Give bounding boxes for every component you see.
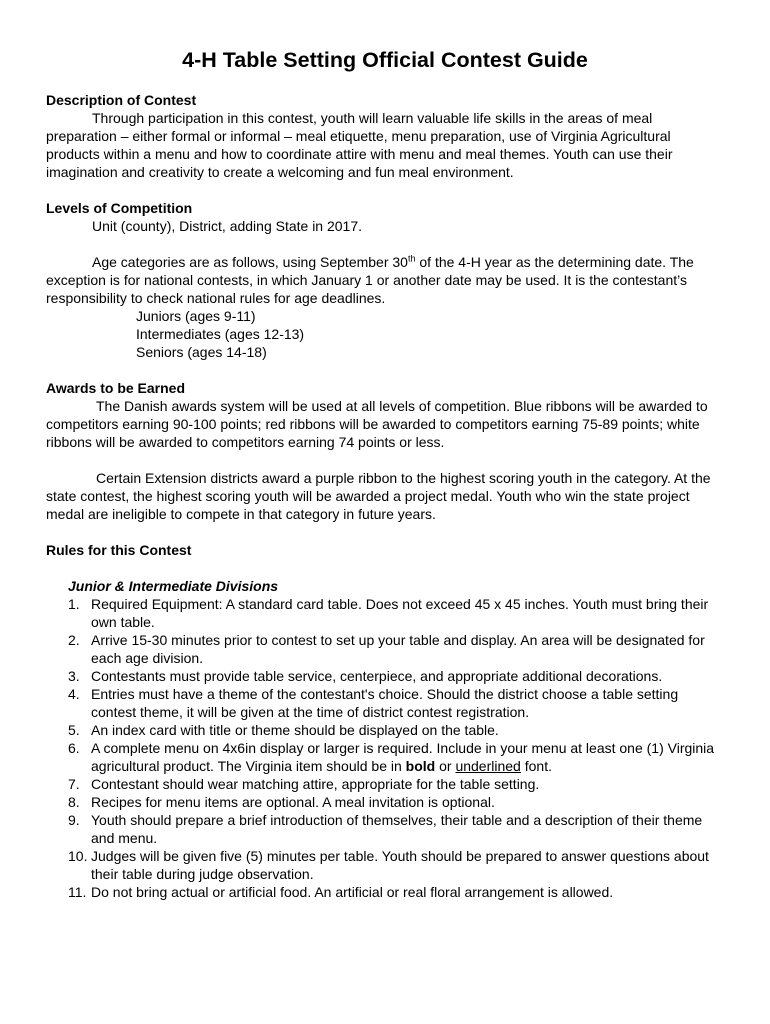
- awards-heading: Awards to be Earned: [46, 380, 186, 396]
- list-item: 9. Youth should prepare a brief introduction of themselves, their table and a description of their theme and menu.: [68, 812, 703, 846]
- list-item: 4. Entries must have a theme of the contestant's choice. Should the district choose a table setting contest theme, it will be given at the time of district contest registration.: [68, 686, 679, 720]
- levels-heading: Levels of Competition: [46, 200, 193, 216]
- list-item: 3. Contestants must provide table service, centerpiece, and appropriate additional decorations.: [68, 668, 663, 684]
- rules-heading: Rules for this Contest: [46, 542, 192, 558]
- list-item: 5. An index card with title or theme should be displayed on the table.: [68, 722, 499, 738]
- levels-line: Unit (county), District, adding State in 2017.: [92, 218, 363, 234]
- rules-list: [46, 595, 724, 901]
- list-item: 11. Do not bring actual or artificial food. An artificial or real floral arrangement is allowed.: [68, 884, 614, 900]
- age-senior: Seniors (ages 14-18): [136, 344, 267, 360]
- age-intro: Age categories are as follows, using September 30th of the 4-H year as the determining date. The exception is for national contests, in which January 1 or another date may be used. It is the contestant’s responsibility to check national rules for age deadlines.: [46, 253, 694, 306]
- page-title: 4-H Table Setting Official Contest Guide: [182, 48, 588, 72]
- list-item: 1. Required Equipment: A standard card table. Does not exceed 45 x 45 inches. Youth must bring their own table.: [68, 596, 709, 630]
- underlined-word: underlined: [455, 758, 521, 774]
- awards-paragraph-1: The Danish awards system will be used at all levels of competition. Blue ribbons will be awarded to competitors earning 90-100 points; red ribbons will be awarded to competitors earning 75-89 points; white ribbons will be awarded to competitors earning 74 points or less.: [46, 398, 708, 450]
- bold-word: bold: [405, 758, 436, 774]
- list-item: 10. Judges will be given five (5) minutes per table. Youth should be prepared to answer questions about their table during judge observation.: [68, 848, 709, 882]
- list-item: 6. A complete menu on 4x6in display or larger is required. Include in your menu at least one (1) Virginia agricultural product. The Virginia item should be in bold or underlined font.: [68, 740, 715, 774]
- description-body: Through participation in this contest, youth will learn valuable life skills in the areas of meal preparation – either formal or informal – meal etiquette, menu preparation, use of Virginia Agricultural products within a menu and how to coordinate attire with menu and meal themes. Youth can use their imagination and creativity to create a welcoming and fun meal environment.: [46, 110, 673, 180]
- list-item: 8. Recipes for menu items are optional. A meal invitation is optional.: [68, 794, 495, 810]
- age-intermediate: Intermediates (ages 12-13): [136, 326, 305, 342]
- description-heading: Description of Contest: [46, 92, 197, 108]
- list-item: 2. Arrive 15-30 minutes prior to contest to set up your table and display. An area will be designated for each age division.: [68, 632, 705, 666]
- age-junior: Juniors (ages 9-11): [136, 308, 256, 324]
- rules-subheading: Junior & Intermediate Divisions: [68, 578, 279, 594]
- awards-paragraph-2: Certain Extension districts award a purple ribbon to the highest scoring youth in the category. At the state contest, the highest scoring youth will be awarded a project medal. Youth who win the state project medal are ineligible to compete in that category in future years.: [46, 470, 711, 522]
- list-item: 7. Contestant should wear matching attire, appropriate for the table setting.: [68, 776, 540, 792]
